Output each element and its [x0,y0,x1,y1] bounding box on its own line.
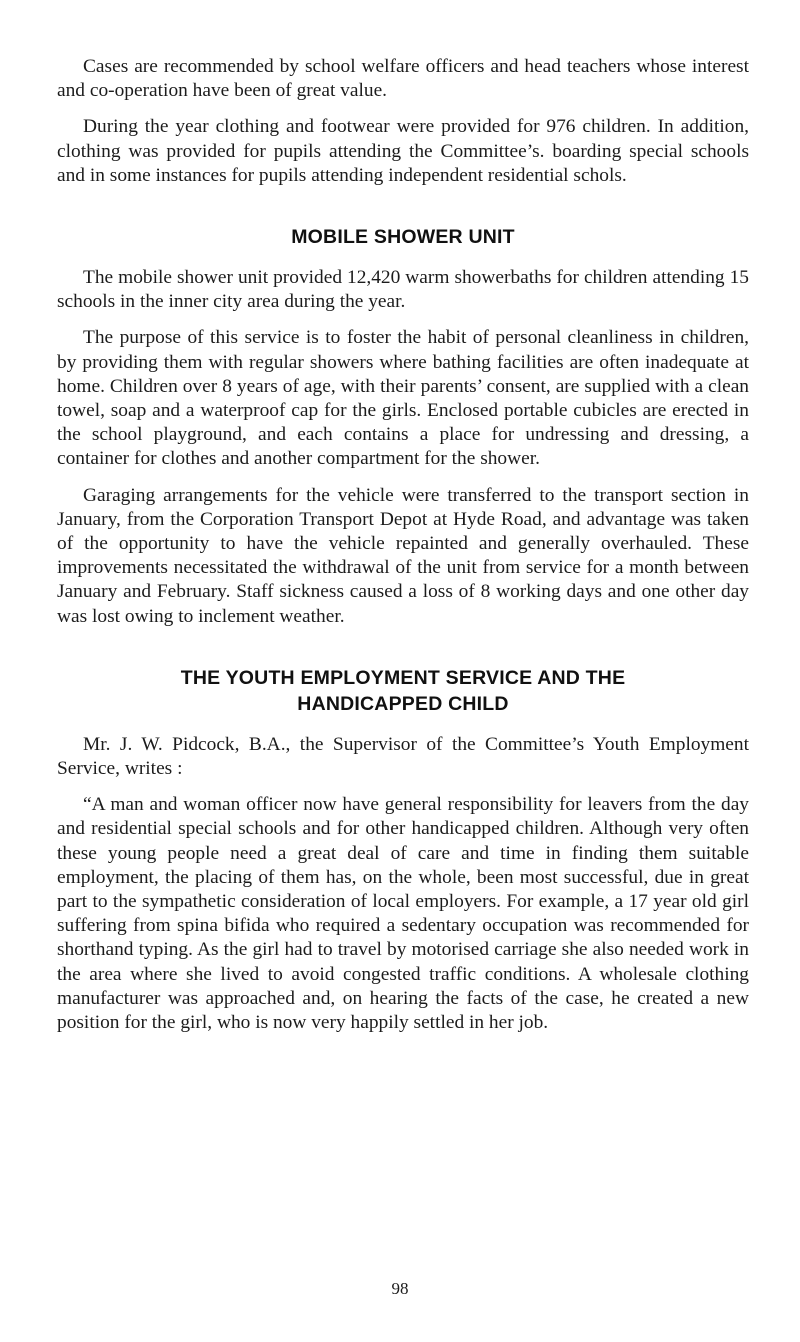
intro-paragraph-2: During the year clothing and footwear were provided for 976 children. In addition, clothing was provided for pupils attending the Committee’s. boarding special schools and in some instances for pupils attending independent residential schols. [57,116,749,186]
section-heading-youth-employment [57,665,749,717]
document-page [57,55,749,1035]
page-number: 98 [391,1279,409,1298]
intro-paragraph-1: Cases are recommended by school welfare officers and head teachers whose interest and co-operation have been of great value. [57,56,749,102]
shower-paragraph-3: Garaging arrangements for the vehicle were transferred to the transport section in January, from the Corporation Transport Depot at Hyde Road, and advantage was taken of the opportunity to have the vehicle repainted and generally overhauled. These improvements necessitated the withdrawal of the unit from service for a month between January and February. Staff sickness caused a loss of 8 working days and one other day was lost owing to inclement weather. [57,484,749,627]
youth-paragraph-2: “A man and woman officer now have general responsibility for leavers from the day and residential special schools and for other handicapped children. Although very often these young people need a great deal of care and time in finding them suitable employment, the placing of them has, on the whole, been most successful, due in great part to the sympathetic consideration of local employers. For example, a 17 year old girl suffering from spina bifida who required a sedentary occupation was recommended for shorthand typing. As the girl had to travel by motorised carriage she also needed work in the area where she lived to avoid congested traffic conditions. A wholesale clothing manufacturer was approached and, on hearing the facts of the case, he created a new position for the girl, who is now very happily settled in her job. [57,794,749,1034]
shower-paragraph-1: The mobile shower unit provided 12,420 warm showerbaths for children attending 15 schools in the inner city area during the year. [57,267,749,313]
shower-paragraph-2: The purpose of this service is to foster the habit of personal cleanliness in children, by providing them with regular showers where bathing facilities are often inadequate at home. Children over 8 years of age, with their parents’ consent, are supplied with a clean towel, soap and a waterproof cap for the girls. Enclosed portable cubicles are erected in the school playground, and each contains a place for undressing and dressing, a container for clothes and another compartment for the shower. [57,327,749,470]
youth-paragraph-1: Mr. J. W. Pidcock, B.A., the Supervisor of the Committee’s Youth Employment Service, writes : [57,733,749,780]
section-heading-line-2: HANDICAPPED CHILD [297,692,509,715]
section-heading-mobile-shower-unit: MOBILE SHOWER UNIT [291,226,515,249]
section-heading-line-1: THE YOUTH EMPLOYMENT SERVICE AND THE [180,666,626,689]
